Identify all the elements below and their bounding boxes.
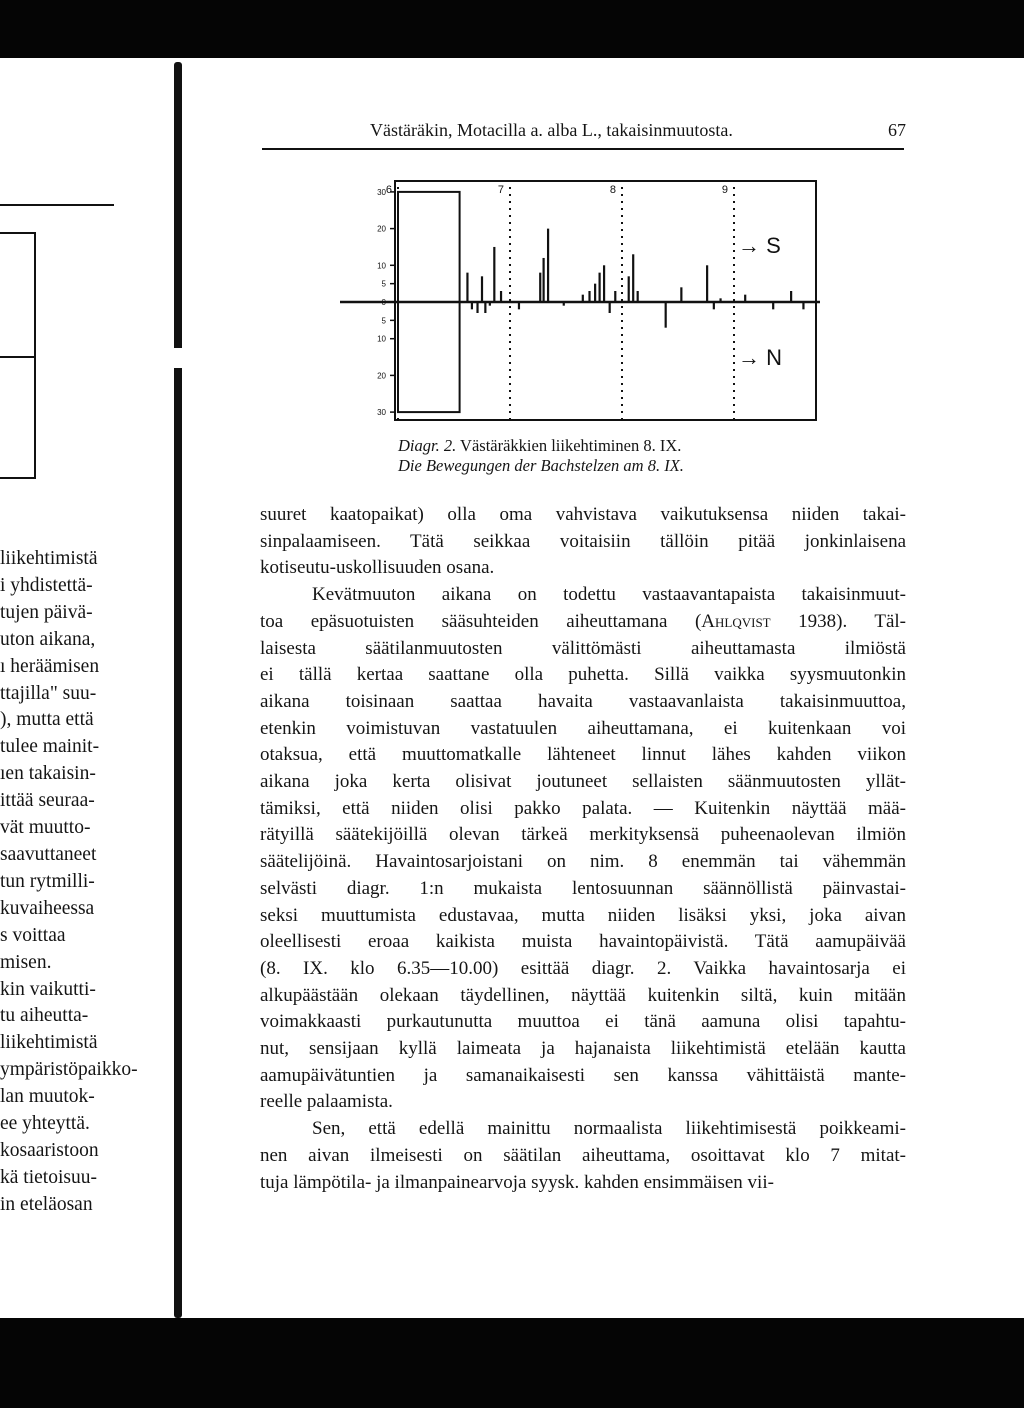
y-tick-label: 5	[381, 316, 386, 326]
text-line: selvästi diagr. 1:n mukaista lentosuunnan säännöllistä päinvastai-	[260, 877, 906, 899]
facing-page-figure-rule	[0, 356, 36, 358]
text-line: sinpalaamiseen. Tätä seikkaa voitaisiin tällöin pitää jonkinlaisena	[260, 530, 906, 552]
text-line: nen aivan ilmeisesti on säätilan aiheuttama, osoittavat klo 7 mitat-	[260, 1144, 906, 1166]
direction-label-south: → S	[738, 232, 781, 258]
text-line: aikana toisinaan saattaa havaita vastaavanlaista takaisinmuuttoa,	[260, 690, 906, 712]
text-line: suuret kaatopaikat) olla oma vahvistava vaikutuksensa niiden takai-	[260, 504, 906, 525]
scan-border-bottom	[0, 1318, 1024, 1408]
text-line: nut, sensijaan kyllä laimeata ja hajanaista liikehtimistä etelään kautta	[260, 1038, 906, 1060]
facing-page-line: saavuttaneet	[0, 843, 97, 865]
figure-caption	[398, 436, 798, 476]
facing-page-line: ympäristöpaikko-	[0, 1059, 138, 1081]
page-number: 67	[888, 120, 906, 140]
text-line: Kevätmuuton aikana on todettu vastaavantapaista takaisinmuut-	[312, 584, 906, 606]
facing-page-line: uton aikana,	[0, 628, 96, 650]
hour-marker-label: 9	[721, 184, 728, 196]
facing-page-line: in eteläosan	[0, 1193, 93, 1215]
header-rule	[262, 148, 904, 150]
facing-page-line: liikehtimistä	[0, 1032, 98, 1054]
text-line: (8. IX. klo 6.35—10.00) esittää diagr. 2. Vaikka havaintosarja ei	[260, 957, 906, 979]
y-tick-label: 10	[377, 261, 386, 271]
text-line: tuja lämpötila- ja ilmanpainearvoja syysk. kahden ensimmäisen vii-	[260, 1171, 774, 1193]
facing-page-line: s voittaa	[0, 924, 66, 946]
caption-german: Die Bewegungen der Bachstelzen am 8. IX.	[398, 456, 684, 475]
running-title: Västäräkin, Motacilla a. alba L., takaisinmuutosta.	[370, 120, 733, 140]
facing-page-line: liikehtimistä	[0, 548, 98, 569]
facing-page-line: misen.	[0, 951, 52, 973]
text-line: etenkin voimistuvan vastatuulen aiheuttamana, ei kuitenkaan voi	[260, 717, 906, 739]
facing-page-fragment	[0, 58, 170, 1318]
text-line: seksi muuttumista edustavaa, mutta niiden lisäksi yksi, joka aivan	[260, 904, 906, 926]
text-line: kotiseutu-uskollisuuden osana.	[260, 557, 495, 579]
y-tick-label: 10	[377, 334, 386, 344]
y-tick-label: 20	[377, 224, 386, 234]
facing-page-line: tun rytmilli-	[0, 870, 95, 892]
facing-page-line: ı heräämisen	[0, 655, 100, 677]
facing-page-line: ittää seuraa-	[0, 790, 95, 812]
text-line: voimakkaasti purkautunutta muuttoa ei tänä aamuna olisi tapahtu-	[260, 1011, 906, 1033]
text-line: tämiksi, että niiden olisi pakko palata. — Kuitenkin näyttää mää-	[260, 797, 906, 819]
text-line: toa epäsuotuisten sääsuhteiden aiheuttamana (Ahlqvist 1938). Täl-	[260, 610, 906, 632]
facing-page-line: vät muutto-	[0, 817, 91, 839]
text-line: aamupäivätuntien ja samanaikaisesti sen kanssa vähittäistä mante-	[260, 1064, 906, 1086]
facing-page-text	[0, 546, 170, 1219]
facing-page-line: ), mutta että	[0, 709, 94, 731]
book-spine	[174, 62, 182, 1318]
facing-page-line: tu aiheutta-	[0, 1005, 89, 1027]
text-line: laisesta säätilanmuutosten välittömästi aiheuttamasta ilmiöstä	[260, 637, 906, 659]
text-line: reelle palaamista.	[260, 1091, 393, 1113]
text-line: alkupäästään olekaan täydellinen, näyttää kuitenkin siltä, kuin mitään	[260, 984, 906, 1006]
hour-marker-label: 7	[497, 184, 504, 196]
facing-page-line: tulee mainit-	[0, 736, 100, 758]
facing-page-line: kuvaiheessa	[0, 897, 95, 919]
direction-label-north: → N	[738, 345, 782, 371]
hour-marker-label: 6	[385, 184, 392, 196]
text-line: rätyillä säätekijöillä olevan tärkeä merkityksensä puheenaolevan ilmiön	[260, 824, 906, 846]
facing-page-line: kä tietoisuu-	[0, 1166, 97, 1188]
paragraph	[260, 502, 906, 582]
text-line: ei tällä kertaa saattane olla puhetta. Sillä vaikka syysmuutonkin	[260, 664, 906, 686]
facing-page-line: tujen päivä-	[0, 601, 93, 623]
y-tick-label: 30	[377, 187, 386, 197]
scan-border-top	[0, 0, 1024, 58]
facing-page-line: i yhdistettä-	[0, 574, 93, 596]
page-header	[260, 116, 906, 148]
text-line: otaksua, että muuttomatkalle lähteneet linnut lähes kahden viikon	[260, 744, 906, 766]
facing-page-line: ttajilla" suu-	[0, 682, 97, 704]
migration-diagram	[340, 176, 820, 438]
body-text	[260, 502, 906, 1196]
facing-page-line: ee yhteyttä.	[0, 1113, 90, 1135]
paragraph	[260, 582, 906, 1116]
y-tick-label: 20	[377, 371, 386, 381]
text-line: Sen, että edellä mainittu normaalista liikehtimisestä poikkeami-	[312, 1118, 906, 1140]
facing-page-line: kin vaikutti-	[0, 978, 96, 1000]
chart-frame	[395, 181, 816, 420]
spine-gap	[170, 348, 186, 368]
caption-finnish: Diagr. 2. Västäräkkien liikehtiminen 8. IX.	[398, 436, 682, 455]
text-line: oleellisesti eroaa kaikista muista havaintopäivistä. Tätä aamupäivää	[260, 931, 906, 953]
facing-page-header-rule	[0, 204, 114, 206]
y-tick-label: 5	[381, 279, 386, 289]
text-line: säätelijöinä. Havaintosarjoistani on nim. 8 enemmän tai vähemmän	[260, 851, 906, 873]
hour-marker-label: 8	[609, 184, 616, 196]
text-line: aikana joka kerta olisivat joutuneet sellaisten säänmuutosten yllät-	[260, 771, 906, 793]
y-tick-label: 30	[377, 408, 386, 418]
facing-page-line: kosaaristoon	[0, 1139, 99, 1161]
y-tick-label: 0	[381, 298, 386, 307]
facing-page-line: lan muutok-	[0, 1086, 95, 1108]
paragraph	[260, 1116, 906, 1196]
facing-page-line: ıen takaisin-	[0, 763, 96, 785]
